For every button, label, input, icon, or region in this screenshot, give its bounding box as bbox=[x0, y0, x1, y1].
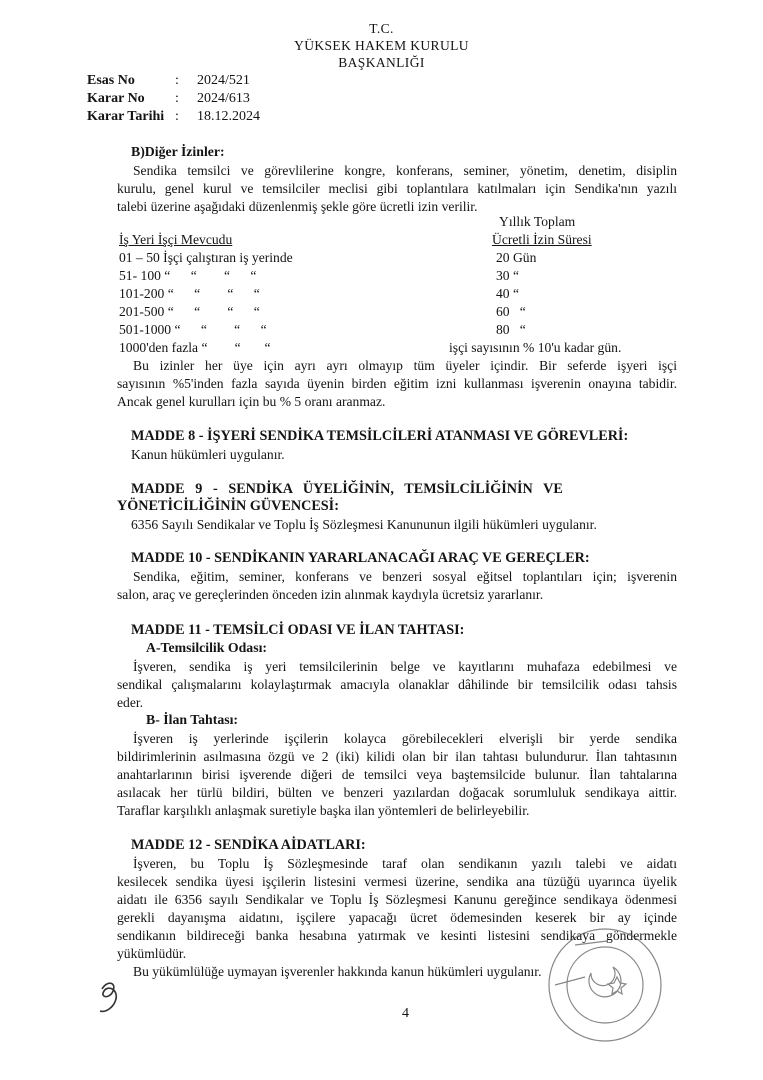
paragraph-line: aidatı ile 6356 sayılı Sendikalar ve Toplu İş Sözleşmesi Kanunu gereğince sendikaya ödenmesi bbox=[117, 892, 677, 907]
colon: : bbox=[175, 73, 179, 88]
column-header-annual: Yıllık Toplam bbox=[499, 214, 576, 229]
paragraph-line: Sendika, eğitim, seminer, konferans ve benzeri sosyal eğitsel toplantıları için; işverenin bbox=[133, 569, 677, 584]
paragraph-line: anahtarlarının birisi işverende diğeri de temsilci veya baştemsilcide bulunur. İlan tahtalarına bbox=[117, 767, 677, 782]
karar-value: 2024/613 bbox=[197, 91, 250, 106]
meta-tarih bbox=[87, 109, 260, 125]
page-number: 4 bbox=[402, 1006, 409, 1021]
meta-karar bbox=[87, 91, 250, 107]
paragraph-line: sayısının %5'inden fazla sayıda üyenin birden eğitim izni kullanması işverenin onayına tabidir. bbox=[117, 376, 677, 391]
paragraph-line: kurulu, genel kurul ve temsilciler meclisi gibi toplantılara katılmaları için Sendika'nın yazılı bbox=[117, 181, 677, 196]
article-11-b-title: B- İlan Tahtası: bbox=[146, 712, 239, 727]
official-stamp bbox=[545, 925, 665, 1045]
leave-row-days: 20 Gün bbox=[496, 250, 537, 265]
leave-row-range: 1000'den fazla “ “ “ bbox=[119, 340, 271, 355]
article-8-title: MADDE 8 - İŞYERİ SENDİKA TEMSİLCİLERİ ATANMASI VE GÖREVLERİ: bbox=[131, 428, 629, 444]
karar-label: Karar No bbox=[87, 91, 145, 106]
leave-row-days: 80 “ bbox=[496, 322, 526, 337]
paragraph-line: Bu izinler her üye için ayrı ayrı olmayıp tüm üyeler içindir. Bir seferde işyeri işçi bbox=[133, 358, 677, 373]
paragraph-line: talebi üzerine aşağıdaki düzenlenmiş şekle göre ücretli izin verilir. bbox=[117, 199, 478, 214]
header-institution: YÜKSEK HAKEM KURULU bbox=[294, 38, 469, 53]
article-9-title-cont: YÖNETİCİLİĞİNİN GÜVENCESİ: bbox=[117, 498, 339, 514]
paragraph-line: kesilecek sendika üyesi işçilerin listesini vermesi üzerine, sendika ana tüzüğü uyarınca üyelik bbox=[117, 874, 677, 889]
paragraph-line: asılacak her türlü bildiri, bülten ve benzeri yazılardan doğacak sorumluluk sendikaya aittir. bbox=[117, 785, 677, 800]
paragraph-line: İşveren, bu Toplu İş Sözleşmesinde taraf olan sendikanın yazılı talebi ve aidatı bbox=[133, 856, 677, 871]
header-tc: T.C. bbox=[369, 21, 394, 36]
article-8-text: Kanun hükümleri uygulanır. bbox=[131, 447, 285, 462]
leave-row-range: 501-1000 “ “ “ “ bbox=[119, 322, 267, 337]
paragraph-line: bildirimlerinin asılmasına özgü ve 2 (iki) kilidi olan bir ilan tahtası bulundurur. İlan tahtasının bbox=[117, 749, 677, 764]
leave-row-range: 201-500 “ “ “ “ bbox=[119, 304, 260, 319]
article-11-a-title: A-Temsilcilik Odası: bbox=[146, 640, 267, 655]
paragraph-line: sendikal çalışmalarını kolaylaştırmak amacıyla olanaklar dâhilinde bir temsilcilik odası tahsis bbox=[117, 677, 677, 692]
paragraph-line: Bu yükümlülüğe uymayan işverenler hakkında kanun hükümleri uygulanır. bbox=[133, 964, 542, 979]
paragraph-line: İşveren, sendika iş yeri temsilcilerinin belge ve kayıtlarını muhafaza edebilmesi ve bbox=[133, 659, 677, 674]
esas-label: Esas No bbox=[87, 73, 135, 88]
tarih-value: 18.12.2024 bbox=[197, 109, 260, 124]
tarih-label: Karar Tarihi bbox=[87, 109, 165, 124]
leave-row-range: 101-200 “ “ “ “ bbox=[119, 286, 260, 301]
leave-row-days: 40 “ bbox=[496, 286, 520, 301]
colon: : bbox=[175, 91, 179, 106]
paragraph-line: Ancak genel kurulları için bu % 5 oranı aranmaz. bbox=[117, 394, 386, 409]
colon: : bbox=[175, 109, 179, 124]
paragraph-line: gerekli dayanışma aidatını, işçilere yapacağı ücret ödemesinden keserek bir ay içinde bbox=[117, 910, 677, 925]
leave-row-days: 30 “ bbox=[496, 268, 520, 283]
article-9-title: MADDE 9 - SENDİKA ÜYELİĞİNİN, TEMSİLCİLİĞİNİN VE bbox=[131, 481, 563, 497]
paragraph-line: eder. bbox=[117, 695, 144, 710]
paragraph-line: İşveren iş yerlerinde işçilerin kolayca görebilecekleri elverişli bir yerde sendika bbox=[133, 731, 677, 746]
leave-row-days: işçi sayısının % 10'u kadar gün. bbox=[449, 340, 622, 355]
article-9-text: 6356 Sayılı Sendikalar ve Toplu İş Sözleşmesi Kanununun ilgili hükümleri uygulanır. bbox=[131, 517, 597, 532]
paragraph-line: Sendika temsilci ve görevlilerine kongre, konferans, seminer, yönetim, denetim, disiplin bbox=[133, 163, 677, 178]
article-11-title: MADDE 11 - TEMSİLCİ ODASI VE İLAN TAHTASI: bbox=[131, 622, 465, 638]
header-presidency: BAŞKANLIĞI bbox=[338, 55, 425, 70]
leave-row-range: 01 – 50 İşçi çalıştıran iş yerinde bbox=[119, 250, 293, 265]
column-header-workforce: İş Yeri İşçi Mevcudu bbox=[119, 232, 233, 247]
section-b-heading: B)Diğer İzinler: bbox=[131, 144, 225, 159]
meta-esas bbox=[87, 73, 250, 89]
paragraph-line: sendikanın bildireceği banka hesabına yatırmak ve kesinti listesini sendikaya göndermekle bbox=[117, 928, 677, 943]
esas-value: 2024/521 bbox=[197, 73, 250, 88]
column-header-paid-leave: Ücretli İzin Süresi bbox=[492, 232, 592, 247]
leave-row-days: 60 “ bbox=[496, 304, 526, 319]
paragraph-line: Taraflar karşılıklı anlaşmak suretiyle başka ilan yöntemleri de belirleyebilir. bbox=[117, 803, 530, 818]
article-12-title: MADDE 12 - SENDİKA AİDATLARI: bbox=[131, 837, 366, 853]
article-10-title: MADDE 10 - SENDİKANIN YARARLANACAĞI ARAÇ VE GEREÇLER: bbox=[131, 550, 590, 566]
paragraph-line: salon, araç ve gereçlerinden önceden izin alınmak kaydıyla ücretsiz yararlanır. bbox=[117, 587, 544, 602]
paragraph-line: yükümlüdür. bbox=[117, 946, 187, 961]
leave-row-range: 51- 100 “ “ “ “ bbox=[119, 268, 257, 283]
